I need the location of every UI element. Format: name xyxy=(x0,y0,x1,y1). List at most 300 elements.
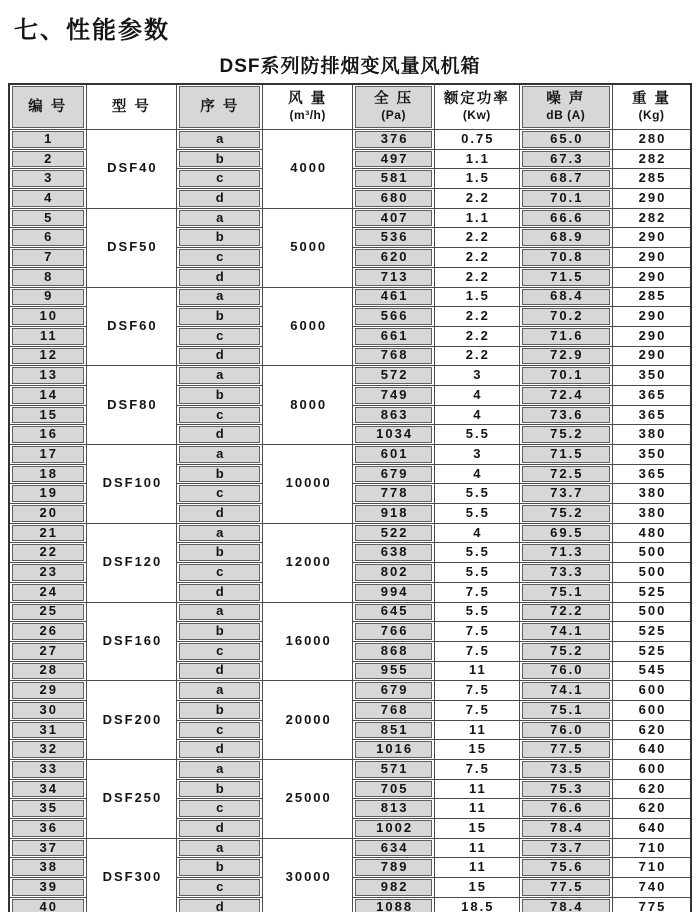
header-row xyxy=(9,84,691,130)
sequence-cell xyxy=(177,720,263,740)
sequence-cell-text: a xyxy=(216,288,226,304)
sequence-cell xyxy=(177,484,263,504)
weight-cell xyxy=(613,130,691,150)
pressure-cell-text: 851 xyxy=(380,721,409,737)
pressure-cell-text: 713 xyxy=(380,268,409,284)
weight-cell xyxy=(613,543,691,563)
power-cell-text: 7.5 xyxy=(465,682,490,698)
table-row xyxy=(9,208,691,228)
pressure-cell xyxy=(353,287,435,307)
sequence-cell-text: b xyxy=(215,386,226,402)
pressure-cell xyxy=(353,445,435,465)
model-cell xyxy=(86,838,177,912)
noise-cell xyxy=(519,130,612,150)
power-cell-text: 11 xyxy=(468,780,487,796)
row-number-cell-text: 8 xyxy=(44,268,54,284)
power-cell xyxy=(435,248,520,268)
sequence-cell xyxy=(177,897,263,912)
power-cell xyxy=(435,740,520,760)
weight-cell-text: 365 xyxy=(638,406,667,422)
sequence-cell xyxy=(177,858,263,878)
row-number-cell xyxy=(9,563,86,583)
row-number-cell-text: 23 xyxy=(39,564,59,579)
weight-cell-text: 290 xyxy=(638,268,667,284)
row-number-cell xyxy=(9,897,86,912)
weight-cell xyxy=(613,425,691,445)
sequence-cell-text: c xyxy=(216,800,226,816)
power-cell-text: 2.2 xyxy=(465,347,490,363)
row-number-cell xyxy=(9,681,86,701)
sequence-cell-text: b xyxy=(215,465,226,481)
power-cell-text: 7.5 xyxy=(465,642,490,658)
sequence-cell-text: d xyxy=(215,268,226,284)
sequence-cell-text: d xyxy=(215,347,226,363)
power-cell-text: 5.5 xyxy=(465,564,490,579)
row-number-cell-text: 22 xyxy=(39,544,59,560)
row-number-cell xyxy=(9,504,86,524)
row-number-cell-text: 26 xyxy=(39,623,59,639)
noise-cell xyxy=(519,779,612,799)
sequence-cell xyxy=(177,445,263,465)
weight-cell-text: 710 xyxy=(638,839,667,855)
power-cell-text: 5.5 xyxy=(465,426,490,442)
power-cell xyxy=(435,287,520,307)
noise-cell-text: 76.0 xyxy=(550,721,584,737)
sequence-cell xyxy=(177,563,263,583)
power-cell xyxy=(435,602,520,622)
power-cell xyxy=(435,582,520,602)
column-header-number: 编 号 xyxy=(9,84,86,130)
noise-cell-text: 71.6 xyxy=(550,327,584,343)
row-number-cell-text: 16 xyxy=(39,426,59,442)
model-cell xyxy=(86,208,177,287)
noise-cell xyxy=(519,819,612,839)
row-number-cell-text: 10 xyxy=(39,308,59,324)
power-cell xyxy=(435,858,520,878)
row-number-cell xyxy=(9,346,86,366)
pressure-cell-text: 376 xyxy=(380,130,409,146)
noise-cell-text: 73.6 xyxy=(550,406,584,422)
sequence-cell xyxy=(177,819,263,839)
weight-cell xyxy=(613,248,691,268)
pressure-cell-text: 581 xyxy=(380,170,409,186)
sequence-cell xyxy=(177,838,263,858)
pressure-cell-text: 407 xyxy=(380,209,409,225)
pressure-cell-text: 789 xyxy=(380,859,409,875)
weight-cell xyxy=(613,189,691,209)
noise-cell xyxy=(519,504,612,524)
noise-cell-text: 73.3 xyxy=(550,564,584,579)
pressure-cell xyxy=(353,641,435,661)
row-number-cell xyxy=(9,740,86,760)
model-cell xyxy=(86,130,177,209)
pressure-cell xyxy=(353,326,435,346)
weight-cell xyxy=(613,523,691,543)
pressure-cell xyxy=(353,504,435,524)
sequence-cell xyxy=(177,878,263,898)
pressure-cell-text: 1016 xyxy=(376,741,414,757)
row-number-cell-text: 40 xyxy=(39,898,59,912)
sequence-cell xyxy=(177,464,263,484)
weight-cell xyxy=(613,897,691,912)
row-number-cell-text: 9 xyxy=(44,288,54,304)
weight-cell xyxy=(613,700,691,720)
sequence-cell-text: d xyxy=(215,898,226,912)
pressure-cell xyxy=(353,208,435,228)
table-row xyxy=(9,130,691,150)
row-number-cell xyxy=(9,189,86,209)
model-cell-text: DSF300 xyxy=(102,869,163,885)
column-header-airflow: 风 量 (m³/h) xyxy=(263,84,353,130)
weight-cell-text: 600 xyxy=(638,682,667,698)
pressure-cell-text: 705 xyxy=(380,780,409,796)
row-number-cell-text: 32 xyxy=(39,741,59,757)
sequence-cell xyxy=(177,681,263,701)
sequence-cell-text: c xyxy=(216,564,226,579)
model-cell-text: DSF40 xyxy=(107,160,158,176)
pressure-cell xyxy=(353,661,435,681)
weight-cell xyxy=(613,720,691,740)
weight-cell-text: 500 xyxy=(638,544,667,560)
sequence-cell xyxy=(177,740,263,760)
model-cell-text: DSF50 xyxy=(107,239,158,255)
sequence-cell xyxy=(177,779,263,799)
row-number-cell xyxy=(9,445,86,465)
row-number-cell xyxy=(9,602,86,622)
weight-cell-text: 380 xyxy=(638,426,667,442)
power-cell-text: 5.5 xyxy=(465,485,490,501)
row-number-cell-text: 24 xyxy=(39,583,59,599)
weight-cell-text: 500 xyxy=(638,603,667,619)
weight-cell xyxy=(613,878,691,898)
pressure-cell-text: 918 xyxy=(380,504,409,520)
airflow-cell-text: 16000 xyxy=(285,632,332,648)
weight-cell-text: 290 xyxy=(638,347,667,363)
pressure-cell xyxy=(353,189,435,209)
noise-cell xyxy=(519,523,612,543)
power-cell-text: 4 xyxy=(473,406,483,422)
sequence-cell-text: b xyxy=(215,544,226,560)
power-cell xyxy=(435,425,520,445)
power-cell-text: 1.5 xyxy=(465,288,490,304)
sequence-cell xyxy=(177,425,263,445)
pressure-cell xyxy=(353,346,435,366)
noise-cell xyxy=(519,149,612,169)
weight-cell xyxy=(613,405,691,425)
pressure-cell xyxy=(353,169,435,189)
pressure-cell-text: 1034 xyxy=(376,426,414,442)
pressure-cell xyxy=(353,405,435,425)
noise-cell-text: 78.4 xyxy=(550,819,584,835)
row-number-cell xyxy=(9,661,86,681)
pressure-cell xyxy=(353,838,435,858)
noise-cell-text: 77.5 xyxy=(550,741,584,757)
weight-cell-text: 290 xyxy=(638,229,667,245)
sequence-cell-text: a xyxy=(216,367,226,383)
pressure-cell xyxy=(353,720,435,740)
airflow-cell xyxy=(263,445,353,524)
power-cell xyxy=(435,681,520,701)
weight-cell xyxy=(613,307,691,327)
sequence-cell-text: a xyxy=(216,760,226,776)
sequence-cell-text: a xyxy=(216,445,226,461)
sequence-cell-text: a xyxy=(216,839,226,855)
power-cell xyxy=(435,346,520,366)
weight-cell xyxy=(613,740,691,760)
pressure-cell xyxy=(353,366,435,386)
noise-cell-text: 78.4 xyxy=(550,898,584,912)
airflow-cell-text: 6000 xyxy=(290,317,328,333)
noise-cell xyxy=(519,602,612,622)
row-number-cell xyxy=(9,149,86,169)
pressure-cell xyxy=(353,523,435,543)
power-cell-text: 11 xyxy=(468,721,487,737)
pressure-cell-text: 802 xyxy=(380,564,409,579)
power-cell-text: 2.2 xyxy=(465,249,490,264)
sequence-cell-text: b xyxy=(215,623,226,639)
table-row xyxy=(9,681,691,701)
pressure-cell xyxy=(353,228,435,248)
pressure-cell-text: 497 xyxy=(380,150,409,166)
weight-cell xyxy=(613,385,691,405)
power-cell-text: 2.2 xyxy=(465,189,490,205)
sequence-cell-text: d xyxy=(215,662,226,678)
noise-cell xyxy=(519,307,612,327)
weight-cell-text: 710 xyxy=(638,859,667,875)
airflow-cell xyxy=(263,681,353,760)
row-number-cell xyxy=(9,582,86,602)
pressure-cell-text: 461 xyxy=(380,288,409,304)
noise-cell-text: 68.4 xyxy=(550,288,584,304)
sequence-cell xyxy=(177,523,263,543)
sequence-cell xyxy=(177,582,263,602)
power-cell-text: 1.1 xyxy=(465,209,490,225)
weight-cell xyxy=(613,681,691,701)
noise-cell-text: 70.2 xyxy=(550,308,584,324)
sequence-cell xyxy=(177,602,263,622)
table-row xyxy=(9,366,691,386)
row-number-cell xyxy=(9,385,86,405)
weight-cell-text: 280 xyxy=(638,130,667,146)
weight-cell xyxy=(613,641,691,661)
row-number-cell xyxy=(9,425,86,445)
pressure-cell xyxy=(353,819,435,839)
row-number-cell-text: 29 xyxy=(39,682,59,698)
weight-cell xyxy=(613,464,691,484)
column-header-pressure: 全 压 (Pa) xyxy=(353,84,435,130)
pressure-cell xyxy=(353,307,435,327)
row-number-cell-text: 6 xyxy=(44,229,54,245)
pressure-cell xyxy=(353,267,435,287)
noise-cell xyxy=(519,346,612,366)
model-cell xyxy=(86,760,177,839)
pressure-cell xyxy=(353,681,435,701)
pressure-cell xyxy=(353,858,435,878)
power-cell xyxy=(435,799,520,819)
noise-cell xyxy=(519,385,612,405)
model-cell-text: DSF100 xyxy=(102,475,163,491)
power-cell xyxy=(435,838,520,858)
noise-cell-text: 74.1 xyxy=(550,682,584,698)
weight-cell-text: 350 xyxy=(638,367,667,383)
power-cell-text: 11 xyxy=(468,800,487,816)
weight-cell-text: 480 xyxy=(638,524,667,540)
row-number-cell-text: 28 xyxy=(39,662,59,678)
airflow-cell xyxy=(263,208,353,287)
pressure-cell xyxy=(353,622,435,642)
pressure-cell-text: 868 xyxy=(380,642,409,658)
noise-cell-text: 76.0 xyxy=(550,662,584,678)
pressure-cell xyxy=(353,563,435,583)
sequence-cell-text: a xyxy=(216,603,226,619)
power-cell-text: 5.5 xyxy=(465,544,490,560)
noise-cell xyxy=(519,700,612,720)
model-cell-text: DSF80 xyxy=(107,396,158,412)
sequence-cell-text: a xyxy=(216,130,226,146)
row-number-cell xyxy=(9,799,86,819)
noise-cell-text: 73.5 xyxy=(550,760,584,776)
row-number-cell-text: 25 xyxy=(39,603,59,619)
sequence-cell-text: c xyxy=(216,406,226,422)
table-row xyxy=(9,287,691,307)
power-cell xyxy=(435,563,520,583)
power-cell xyxy=(435,189,520,209)
table-row xyxy=(9,445,691,465)
sequence-cell xyxy=(177,149,263,169)
power-cell xyxy=(435,878,520,898)
pressure-cell-text: 601 xyxy=(380,445,409,461)
pressure-cell xyxy=(353,700,435,720)
weight-cell xyxy=(613,287,691,307)
pressure-cell-text: 813 xyxy=(380,800,409,816)
noise-cell xyxy=(519,641,612,661)
weight-cell-text: 365 xyxy=(638,465,667,481)
row-number-cell-text: 31 xyxy=(39,721,59,737)
pressure-cell xyxy=(353,799,435,819)
power-cell-text: 4 xyxy=(473,465,483,481)
weight-cell-text: 620 xyxy=(638,721,667,737)
noise-cell xyxy=(519,425,612,445)
sequence-cell xyxy=(177,346,263,366)
model-cell-text: DSF120 xyxy=(102,554,163,570)
weight-cell xyxy=(613,149,691,169)
row-number-cell-text: 20 xyxy=(39,504,59,520)
power-cell xyxy=(435,504,520,524)
sequence-cell-text: d xyxy=(215,741,226,757)
power-cell xyxy=(435,700,520,720)
row-number-cell xyxy=(9,760,86,780)
power-cell-text: 11 xyxy=(468,662,487,678)
sequence-cell-text: c xyxy=(216,642,226,658)
model-cell xyxy=(86,366,177,445)
row-number-cell xyxy=(9,307,86,327)
sequence-cell-text: b xyxy=(215,308,226,324)
row-number-cell xyxy=(9,484,86,504)
power-cell xyxy=(435,228,520,248)
noise-cell xyxy=(519,366,612,386)
noise-cell-text: 68.7 xyxy=(550,170,584,186)
power-cell-text: 15 xyxy=(468,741,488,757)
row-number-cell xyxy=(9,287,86,307)
power-cell xyxy=(435,622,520,642)
weight-cell xyxy=(613,208,691,228)
weight-cell-text: 600 xyxy=(638,760,667,776)
pressure-cell xyxy=(353,149,435,169)
power-cell-text: 3 xyxy=(473,367,483,383)
table-title: DSF系列防排烟变风量风机箱 xyxy=(219,56,481,77)
noise-cell xyxy=(519,563,612,583)
table-row xyxy=(9,760,691,780)
power-cell xyxy=(435,641,520,661)
table-header xyxy=(9,84,691,130)
row-number-cell-text: 36 xyxy=(39,819,59,835)
sequence-cell xyxy=(177,504,263,524)
weight-cell xyxy=(613,326,691,346)
pressure-cell xyxy=(353,464,435,484)
power-cell xyxy=(435,543,520,563)
power-cell-text: 1.1 xyxy=(465,150,490,166)
pressure-cell-text: 661 xyxy=(380,327,409,343)
row-number-cell xyxy=(9,523,86,543)
power-cell xyxy=(435,819,520,839)
sequence-cell-text: c xyxy=(216,327,226,343)
pressure-cell-text: 638 xyxy=(380,544,409,560)
weight-cell-text: 285 xyxy=(638,288,667,304)
sequence-cell-text: d xyxy=(215,819,226,835)
noise-cell-text: 66.6 xyxy=(550,209,584,225)
weight-cell-text: 500 xyxy=(638,564,667,579)
power-cell xyxy=(435,385,520,405)
noise-cell-text: 67.3 xyxy=(550,150,584,166)
power-cell xyxy=(435,405,520,425)
pressure-cell-text: 766 xyxy=(380,623,409,639)
power-cell xyxy=(435,760,520,780)
pressure-cell xyxy=(353,130,435,150)
weight-cell xyxy=(613,169,691,189)
row-number-cell-text: 21 xyxy=(39,524,59,540)
weight-cell-text: 640 xyxy=(638,741,667,757)
row-number-cell-text: 7 xyxy=(44,249,54,264)
row-number-cell-text: 3 xyxy=(44,170,54,186)
sequence-cell-text: c xyxy=(216,249,226,264)
noise-cell-text: 65.0 xyxy=(550,130,584,146)
sequence-cell xyxy=(177,700,263,720)
noise-cell xyxy=(519,326,612,346)
row-number-cell-text: 30 xyxy=(39,701,59,717)
pressure-cell xyxy=(353,582,435,602)
noise-cell-text: 73.7 xyxy=(550,485,584,501)
noise-cell-text: 77.5 xyxy=(550,879,584,894)
sequence-cell-text: a xyxy=(216,524,226,540)
noise-cell-text: 72.9 xyxy=(550,347,584,363)
weight-cell-text: 525 xyxy=(638,623,667,639)
sequence-cell-text: c xyxy=(216,170,226,186)
sequence-cell-text: a xyxy=(216,682,226,698)
pressure-cell-text: 566 xyxy=(380,308,409,324)
power-cell-text: 0.75 xyxy=(461,130,495,146)
noise-cell-text: 68.9 xyxy=(550,229,584,245)
weight-cell xyxy=(613,858,691,878)
weight-cell xyxy=(613,661,691,681)
airflow-cell xyxy=(263,287,353,366)
weight-cell xyxy=(613,779,691,799)
power-cell xyxy=(435,169,520,189)
noise-cell xyxy=(519,287,612,307)
airflow-cell xyxy=(263,523,353,602)
pressure-cell-text: 536 xyxy=(380,229,409,245)
power-cell-text: 3 xyxy=(473,445,483,461)
power-cell xyxy=(435,661,520,681)
